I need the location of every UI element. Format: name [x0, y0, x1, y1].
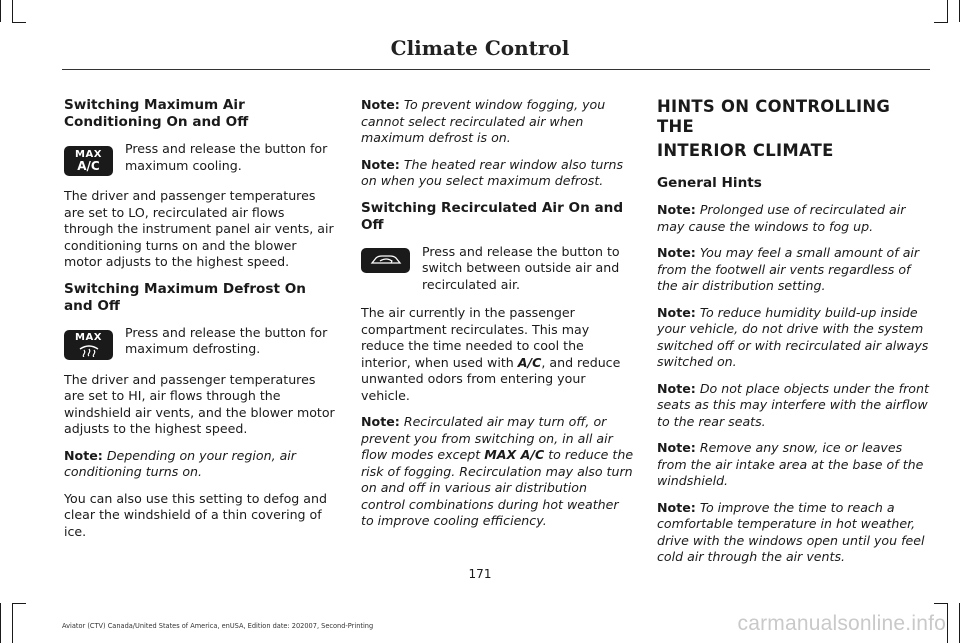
- recirc-body-end: , and reduce unwanted odors from entering your vehicle.: [361, 354, 621, 403]
- note-label: Note:: [657, 202, 696, 217]
- note-fogging: [361, 97, 634, 147]
- heading-max-ac: Switching Maximum Air Conditioning On and Off: [64, 97, 249, 130]
- note-text-maxac: MAX A/C: [484, 447, 545, 462]
- note-text: To prevent window fogging, you cannot select recirculated air when maximum defrost is on.: [361, 97, 606, 145]
- defog-body: You can also use this setting to defog and clear the windshield of a thin covering of ice.: [64, 490, 327, 539]
- max-defrost-instruction: Press and release the button for maximum defrosting.: [125, 324, 328, 356]
- crop-mark: [934, 603, 948, 604]
- recirc-row: [361, 244, 634, 294]
- crop-mark: [12, 0, 13, 22]
- note-region: [64, 448, 337, 481]
- recirc-body-start: The air currently in the passenger compartment recirculates. This may reduce the time needed to cool the interior, when used with: [361, 305, 590, 370]
- heading-max-defrost: Switching Maximum Defrost On and Off: [64, 280, 306, 314]
- defrost-glyph-icon: [78, 343, 100, 357]
- hint-note: [657, 245, 930, 295]
- crop-mark: [0, 603, 1, 643]
- crop-mark: [947, 603, 948, 643]
- max-ac-instruction: Press and release the button for maximum cooling.: [125, 141, 328, 173]
- heading-hints-line1: HINTS ON CONTROLLING THE: [657, 97, 891, 136]
- column-2: [361, 97, 634, 540]
- page-number: 171: [468, 567, 492, 581]
- max-ac-row: [64, 141, 337, 176]
- crop-mark: [934, 22, 948, 23]
- note-text: To improve the time to reach a comfortable temperature in hot weather, drive with the windows open until you feel cold air through the air vents.: [657, 499, 925, 564]
- max-defrost-row: [64, 325, 337, 360]
- heading-hints-line2: INTERIOR CLIMATE: [657, 141, 834, 160]
- heading-hints: [657, 97, 930, 161]
- note-text: Do not place objects under the front seats as this may interfere with the airflow to the rear seats.: [657, 380, 929, 429]
- note-label: Note:: [657, 380, 696, 396]
- column-3: [657, 97, 930, 576]
- crop-mark: [0, 0, 1, 22]
- crop-mark: [947, 0, 948, 22]
- max-defrost-icon: [64, 330, 113, 360]
- recirc-body: [361, 305, 634, 404]
- note-rear-window: [361, 157, 634, 190]
- footer-edition: Aviator (CTV) Canada/United States of America, enUSA, Edition date: 202007, Second-Printing: [62, 622, 374, 630]
- max-defrost-body: The driver and passenger temperatures are set to HI, air flows through the windshield air vents, and the blower motor adjusts to the highest speed.: [64, 371, 335, 436]
- note-text: Prolonged use of recirculated air may cause the windows to fog up.: [657, 202, 906, 234]
- heading-recirculated-air: Switching Recirculated Air On and Off: [361, 199, 624, 233]
- crop-mark: [12, 22, 26, 23]
- note-text: The heated rear window also turns on when you select maximum defrost.: [361, 156, 624, 188]
- note-label: Note:: [64, 447, 103, 463]
- hint-note: [657, 381, 930, 431]
- note-recirc: [361, 414, 634, 530]
- note-text-start: Recirculated air may turn off, or prevent you from switching on, in all air flow modes except: [361, 414, 613, 462]
- page-header-title: Climate Control: [390, 36, 570, 60]
- watermark: carmanualsonline.info: [737, 612, 946, 635]
- hint-note: [657, 500, 930, 566]
- max-defrost-icon-line1: MAX: [75, 331, 102, 343]
- recirc-body-ac: A/C: [517, 354, 542, 370]
- note-label: Note:: [361, 97, 400, 112]
- note-text: To reduce humidity build-up inside your vehicle, do not drive with the system switched off or with recirculated air always switched on.: [657, 304, 929, 369]
- note-text: Remove any snow, ice or leaves from the air intake area at the base of the windshield.: [657, 440, 924, 488]
- hint-note: [657, 305, 930, 371]
- note-label: Note:: [361, 414, 400, 429]
- note-text-end: to reduce the risk of fogging. Recirculation may also turn on and off in various air distribution control combinations during hot weather to improve cooling efficiency.: [361, 447, 634, 528]
- note-label: Note:: [657, 499, 696, 515]
- car-recirc-glyph-icon: [368, 252, 404, 268]
- crop-mark: [12, 603, 13, 643]
- note-text: Depending on your region, air conditioning turns on.: [64, 447, 296, 479]
- max-ac-icon-line2: A/C: [77, 158, 100, 173]
- max-ac-body: The driver and passenger temperatures are set to LO, recirculated air flows through the instrument panel air vents, air conditioning turns on and the blower motor adjusts to the highest speed.: [64, 188, 334, 269]
- max-ac-icon-line1: MAX: [75, 148, 102, 160]
- note-label: Note:: [657, 304, 696, 320]
- hint-note: [657, 202, 930, 235]
- recirc-instruction: Press and release the button to switch between outside air and recirculated air.: [422, 243, 620, 292]
- column-1: [64, 97, 337, 550]
- note-label: Note:: [361, 156, 400, 172]
- header-rule: [62, 69, 930, 70]
- hint-note: [657, 440, 930, 490]
- note-text: You may feel a small amount of air from the footwell air vents regardless of the air distribution setting.: [657, 245, 920, 293]
- heading-general-hints: General Hints: [657, 175, 762, 191]
- note-label: Note:: [657, 245, 696, 260]
- recirculated-air-icon: [361, 248, 410, 273]
- note-label: Note:: [657, 440, 696, 455]
- crop-mark: [12, 603, 26, 604]
- max-ac-icon: [64, 146, 113, 176]
